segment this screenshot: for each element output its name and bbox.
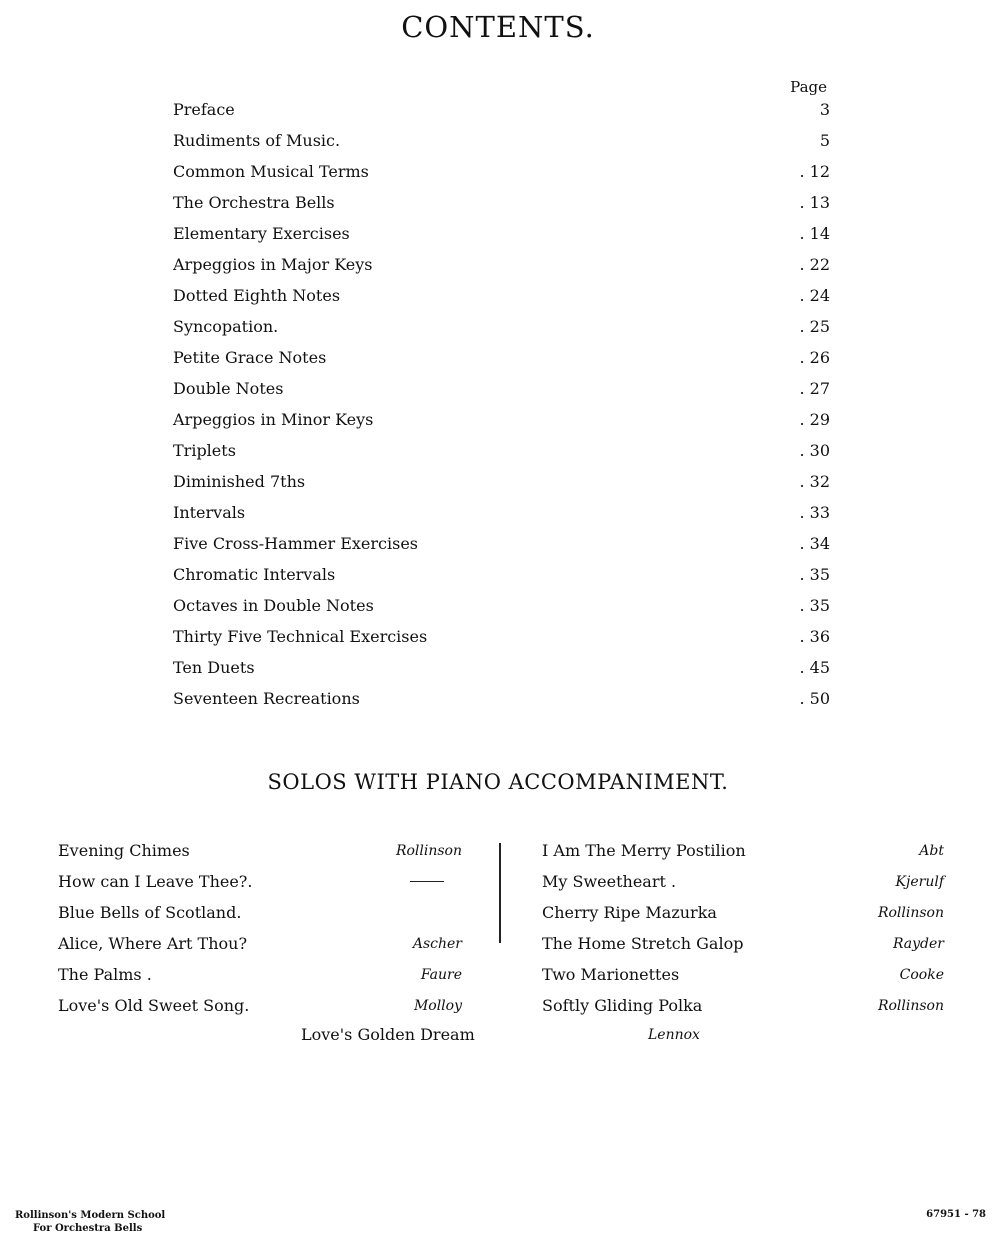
solo-row — [542, 835, 944, 866]
solo-title: The Palms . — [58, 965, 152, 984]
solo-extra-title: Love's Golden Dream — [301, 1025, 475, 1044]
toc-row — [173, 373, 830, 404]
toc-row — [173, 125, 830, 156]
solo-row — [58, 866, 462, 897]
toc-row — [173, 466, 830, 497]
toc-title: Chromatic Intervals — [173, 565, 336, 584]
toc-title: Ten Duets — [173, 658, 255, 677]
solo-title: Love's Old Sweet Song. — [58, 996, 250, 1015]
solo-row — [58, 928, 462, 959]
toc-page: . 29 — [799, 410, 830, 429]
toc-title: Rudiments of Music. — [173, 131, 341, 150]
toc-title: Double Notes — [173, 379, 284, 398]
toc-page: . 27 — [799, 379, 830, 398]
toc-title: Octaves in Double Notes — [173, 596, 374, 615]
toc-page: . 34 — [799, 534, 830, 553]
column-divider — [499, 843, 501, 943]
toc-page: . 26 — [799, 348, 830, 367]
solo-composer: Cooke — [899, 966, 944, 983]
solo-composer: Rollinson — [395, 842, 462, 859]
toc-page: . 24 — [799, 286, 830, 305]
toc-title: Petite Grace Notes — [173, 348, 327, 367]
toc-page: . 12 — [799, 162, 830, 181]
toc-row — [173, 187, 830, 218]
solo-composer: Rayder — [892, 935, 944, 952]
toc-page: . 14 — [799, 224, 830, 243]
solo-title: Evening Chimes — [58, 841, 190, 860]
toc-title: The Orchestra Bells — [173, 193, 335, 212]
solo-row — [542, 897, 944, 928]
solo-title: The Home Stretch Galop — [542, 934, 744, 953]
toc-title: Arpeggios in Major Keys — [173, 255, 373, 274]
toc-title: Intervals — [173, 503, 246, 522]
toc-row — [173, 311, 830, 342]
solo-row — [58, 835, 462, 866]
solos-left-column — [58, 835, 462, 1021]
page-title: CONTENTS. — [401, 10, 595, 44]
solo-title: Two Marionettes — [542, 965, 680, 984]
solo-composer: Faure — [420, 966, 462, 983]
solo-composer: Ascher — [412, 935, 462, 952]
solo-composer: Rollinson — [877, 904, 944, 921]
toc-row — [173, 497, 830, 528]
footer-catalog-number: 67951 - 78 — [926, 1209, 986, 1220]
toc-title: Syncopation. — [173, 317, 279, 336]
solo-title: My Sweetheart . — [542, 872, 677, 891]
toc-title: Dotted Eighth Notes — [173, 286, 341, 305]
toc-page: . 35 — [799, 596, 830, 615]
solo-title: How can I Leave Thee?. — [58, 872, 253, 891]
toc-row — [173, 342, 830, 373]
solo-row — [542, 866, 944, 897]
toc-title: Triplets — [173, 441, 236, 460]
solo-title: Cherry Ripe Mazurka — [542, 903, 717, 922]
toc-title: Preface — [173, 100, 235, 119]
toc-row — [173, 156, 830, 187]
toc-page: 5 — [819, 131, 830, 150]
solo-composer: Molloy — [413, 997, 462, 1014]
solos-right-column — [542, 835, 944, 1021]
toc-title: Seventeen Recreations — [173, 689, 360, 708]
toc-row — [173, 94, 830, 125]
solo-row — [542, 959, 944, 990]
solo-extra-composer: Lennox — [648, 1027, 700, 1043]
footer-line-1: Rollinson's Modern School — [15, 1210, 166, 1221]
solos-heading: SOLOS WITH PIANO ACCOMPANIMENT. — [267, 770, 729, 794]
solo-row — [58, 897, 462, 928]
solo-row — [542, 928, 944, 959]
footer-line-2: For Orchestra Bells — [33, 1223, 143, 1234]
toc-row — [173, 280, 830, 311]
toc-row — [173, 528, 830, 559]
solo-composer: Kjerulf — [895, 873, 944, 890]
toc-page: . 30 — [799, 441, 830, 460]
toc-title: Elementary Exercises — [173, 224, 350, 243]
toc-page: . 33 — [799, 503, 830, 522]
solo-row — [58, 990, 462, 1021]
toc-page: . 32 — [799, 472, 830, 491]
toc-page: . 36 — [799, 627, 830, 646]
table-of-contents — [173, 94, 830, 714]
solo-title: Softly Gliding Polka — [542, 996, 703, 1015]
toc-row — [173, 404, 830, 435]
solo-composer: Abt — [919, 842, 944, 859]
toc-page: . 25 — [799, 317, 830, 336]
footer-publication — [15, 1209, 165, 1235]
toc-page: . 50 — [799, 689, 830, 708]
page-column-header: Page — [790, 78, 827, 96]
toc-row — [173, 249, 830, 280]
toc-title: Arpeggios in Minor Keys — [173, 410, 374, 429]
toc-row — [173, 590, 830, 621]
solo-composer: Rollinson — [877, 997, 944, 1014]
toc-page: . 45 — [799, 658, 830, 677]
toc-page: . 13 — [799, 193, 830, 212]
toc-page: . 35 — [799, 565, 830, 584]
toc-page: . 22 — [799, 255, 830, 274]
toc-row — [173, 683, 830, 714]
solo-title: Blue Bells of Scotland. — [58, 903, 242, 922]
toc-row — [173, 621, 830, 652]
toc-title: Common Musical Terms — [173, 162, 369, 181]
toc-row — [173, 559, 830, 590]
solo-row — [58, 959, 462, 990]
toc-title: Thirty Five Technical Exercises — [173, 627, 428, 646]
solo-title: Alice, Where Art Thou? — [58, 934, 248, 953]
toc-title: Five Cross-Hammer Exercises — [173, 534, 418, 553]
toc-row — [173, 435, 830, 466]
composer-dash — [410, 881, 444, 882]
toc-title: Diminished 7ths — [173, 472, 306, 491]
toc-page: 3 — [819, 100, 830, 119]
toc-row — [173, 218, 830, 249]
solo-title: I Am The Merry Postilion — [542, 841, 746, 860]
solo-row — [542, 990, 944, 1021]
toc-row — [173, 652, 830, 683]
